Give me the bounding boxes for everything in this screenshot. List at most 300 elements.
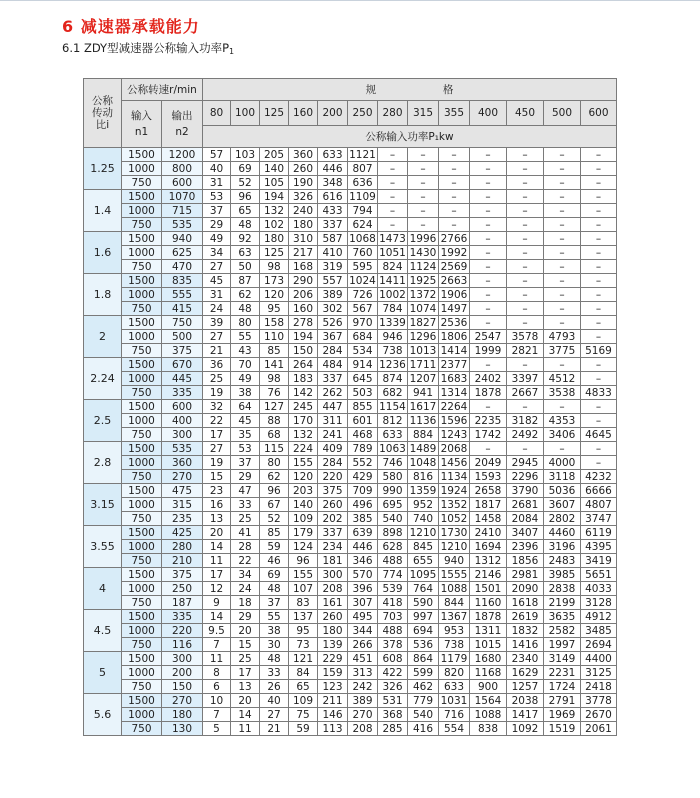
power-cell: 319 [318,260,348,274]
power-cell: 2146 [470,568,507,582]
output-speed-cell: 555 [162,288,203,302]
size-header: 400 [470,101,507,126]
power-cell: – [544,246,581,260]
power-cell: 914 [348,358,378,372]
input-speed-cell: 1000 [122,540,162,554]
output-speed-cell: 300 [162,652,203,666]
power-cell: 20 [203,526,231,540]
table-row [84,568,617,582]
power-cell: 2492 [507,428,544,442]
power-cell: – [581,260,617,274]
power-cell: – [507,246,544,260]
output-speed-cell: 300 [162,428,203,442]
power-cell: 20 [231,624,260,638]
table-row [84,162,617,176]
section-title: 6 减速器承载能力 [62,17,200,36]
power-cell: 3578 [507,330,544,344]
table-row [84,218,617,232]
power-cell: 2068 [439,442,470,456]
power-cell: 838 [470,722,507,736]
input-speed-cell: 1500 [122,316,162,330]
power-cell: 266 [348,638,378,652]
speed-header: 公称转速r/min [122,79,203,101]
power-cell: 496 [348,498,378,512]
power-cell: 208 [318,582,348,596]
power-cell: 378 [378,638,408,652]
power-cell: 4807 [581,498,617,512]
power-cell: 76 [260,386,289,400]
power-cell: 84 [289,666,318,680]
power-cell: 4833 [581,386,617,400]
power-cell: – [581,302,617,316]
power-cell: 313 [348,666,378,680]
power-cell: 2418 [581,680,617,694]
power-cell: 33 [231,498,260,512]
power-cell: – [581,148,617,162]
table-row [84,498,617,512]
power-cell: 14 [203,540,231,554]
power-cell: 161 [318,596,348,610]
power-cell: 5036 [544,484,581,498]
power-cell: 48 [260,582,289,596]
power-cell: – [544,442,581,456]
power-cell: 1088 [439,582,470,596]
power-cell: – [470,316,507,330]
power-cell: 107 [289,582,318,596]
power-cell: 2231 [544,666,581,680]
power-cell: 738 [439,638,470,652]
power-cell: 1618 [507,596,544,610]
ratio-cell: 2.5 [84,400,122,442]
input-speed-cell: 1000 [122,330,162,344]
power-cell: – [581,400,617,414]
power-cell: 2802 [544,512,581,526]
power-cell: 534 [348,344,378,358]
power-cell: – [544,190,581,204]
power-cell: 53 [231,442,260,456]
power-cell: 1024 [349,274,376,287]
table-row [84,386,617,400]
power-cell: 123 [318,680,348,694]
power-cell: 1359 [408,484,439,498]
power-cell: 1051 [379,246,406,259]
spec-header: 规 格 [203,79,617,101]
power-cell: 278 [289,316,318,330]
power-cell: 1048 [408,456,439,470]
input-speed-header [122,101,162,148]
power-cell: 83 [289,596,318,610]
power-cell: 5651 [581,568,617,582]
power-cell: – [507,274,544,288]
power-cell: 12 [203,582,231,596]
power-cell: 1179 [439,652,470,666]
power-cell: 10 [203,694,231,708]
power-cell: 587 [318,232,348,246]
power-cell: 105 [260,176,289,190]
power-cell: – [507,358,544,372]
power-cell: 24 [231,582,260,596]
table-row [84,400,617,414]
power-cell: 953 [439,624,470,638]
power-cell: 2396 [507,540,544,554]
power-cell: 2090 [507,582,544,596]
power-cell: 27 [203,260,231,274]
input-header-line: 输入 [131,110,152,122]
ratio-cell: 1.4 [84,190,122,232]
power-cell: – [581,218,617,232]
input-speed-cell: 1500 [122,694,162,708]
power-cell: 1827 [408,316,439,330]
power-cell: 946 [378,330,408,344]
power-cell: 1683 [439,372,470,386]
power-cell: 3407 [507,526,544,540]
table-row [84,666,617,680]
ratio-cell: 4.5 [84,610,122,652]
power-cell: 2264 [439,400,470,414]
power-cell: – [470,400,507,414]
power-cell: 1596 [439,414,470,428]
power-cell: 40 [260,694,289,708]
power-cell: 132 [260,204,289,218]
table-row [84,582,617,596]
input-speed-cell: 750 [122,470,162,484]
power-cell: 4912 [581,610,617,624]
power-cell: 940 [439,554,470,568]
power-cell: 2658 [470,484,507,498]
output-speed-cell: 270 [162,470,203,484]
power-cell: 173 [260,274,289,288]
power-cell: 3118 [544,470,581,484]
power-cell: 37 [203,204,231,218]
output-speed-cell: 625 [162,246,203,260]
power-cell: 1817 [470,498,507,512]
power-cell: – [470,204,507,218]
ratio-header-line: 传动 [92,107,113,119]
power-cell: 531 [378,694,408,708]
power-cell: 142 [289,386,318,400]
power-cell: 389 [348,694,378,708]
power-cell: 1497 [439,302,470,316]
power-cell: 451 [348,652,378,666]
power-cell: – [581,232,617,246]
power-cell: – [544,260,581,274]
power-cell: 45 [231,414,260,428]
power-cell: – [408,176,439,190]
output-speed-cell: 315 [162,498,203,512]
power-cell: 25 [203,372,231,386]
output-speed-cell: 425 [162,526,203,540]
output-speed-cell: 235 [162,512,203,526]
power-cell: 409 [318,442,348,456]
table-caption-text: 6.1 ZDY型减速器公称输入功率P [62,41,230,55]
power-cell: 65 [231,204,260,218]
power-cell: 35 [231,428,260,442]
power-cell: 884 [408,428,439,442]
power-cell: 52 [260,512,289,526]
power-cell: 2569 [439,260,470,274]
input-speed-cell: 750 [122,554,162,568]
power-cell: 3128 [581,596,617,610]
power-cell: – [470,190,507,204]
power-cell: 2838 [544,582,581,596]
output-speed-header [162,101,203,148]
power-cell: 194 [260,190,289,204]
power-cell: 132 [289,428,318,442]
power-cell: 738 [378,344,408,358]
power-cell: 844 [439,596,470,610]
input-speed-cell: 750 [122,176,162,190]
power-cell: 2547 [470,330,507,344]
power-cell: 1996 [408,232,439,246]
power-cell: 310 [289,232,318,246]
input-speed-cell: 1500 [122,610,162,624]
power-cell: 1068 [349,232,376,245]
ratio-cell: 2.8 [84,442,122,484]
power-cell: 703 [378,610,408,624]
power-cell: 601 [348,414,378,428]
input-speed-cell: 1000 [122,498,162,512]
power-cell: 3790 [507,484,544,498]
power-cell: 633 [318,148,348,162]
table-caption-subscript: 1 [229,47,235,56]
power-cell: – [470,288,507,302]
power-table-body [84,148,617,736]
power-cell: 11 [203,554,231,568]
power-cell: 19 [203,386,231,400]
output-speed-cell: 800 [162,162,203,176]
output-speed-cell: 670 [162,358,203,372]
power-cell: 68 [260,428,289,442]
power-cell: – [470,302,507,316]
power-cell: 429 [348,470,378,484]
power-cell: – [439,162,470,176]
power-cell: 14 [203,610,231,624]
power-cell: 1969 [544,708,581,722]
table-row [84,554,617,568]
power-cell: – [378,162,408,176]
power-cell: 31 [203,288,231,302]
power-cell: 599 [408,666,439,680]
size-header: 315 [408,101,439,126]
output-speed-cell: 130 [162,722,203,736]
power-cell: 716 [439,708,470,722]
power-cell: 760 [348,246,378,260]
output-speed-cell: 750 [162,316,203,330]
power-cell: 526 [318,316,348,330]
table-row [84,694,617,708]
power-cell: 181 [318,554,348,568]
power-cell: 633 [378,428,408,442]
power-cell: 11 [203,652,231,666]
power-cell: 2582 [544,624,581,638]
power-cell: 2402 [470,372,507,386]
ratio-header [84,79,122,148]
input-speed-cell: 1500 [122,568,162,582]
power-cell: 952 [408,498,439,512]
power-cell: 125 [260,246,289,260]
power-cell: – [439,218,470,232]
power-cell: 115 [260,442,289,456]
input-speed-cell: 750 [122,638,162,652]
power-cell: – [507,162,544,176]
input-speed-cell: 1500 [122,526,162,540]
table-row [84,148,617,162]
output-speed-cell: 150 [162,680,203,694]
power-cell: 1160 [470,596,507,610]
power-cell: 1367 [439,610,470,624]
power-cell: 807 [348,162,378,176]
power-cell: 155 [289,456,318,470]
input-speed-cell: 750 [122,386,162,400]
power-cell: 52 [231,176,260,190]
power-cell: 1501 [470,582,507,596]
power-cell: – [470,274,507,288]
size-header: 160 [289,101,318,126]
power-cell: 3607 [544,498,581,512]
power-cell: 43 [231,344,260,358]
power-cell: 633 [439,680,470,694]
power-cell: 290 [289,274,318,288]
power-cell: 63 [231,246,260,260]
power-cell: 488 [378,554,408,568]
input-speed-cell: 1500 [122,400,162,414]
power-cell: 3485 [581,624,617,638]
size-header: 280 [378,101,408,126]
output-speed-cell: 360 [162,456,203,470]
power-cell: 1629 [507,666,544,680]
power-cell: 1015 [470,638,507,652]
power-cell: 67 [260,498,289,512]
power-cell: 1210 [408,526,439,540]
ratio-header-line: 比i [95,119,110,131]
power-cell: 1168 [470,666,507,680]
power-cell: 205 [260,148,289,162]
power-cell: 337 [318,372,348,386]
power-cell: 92 [231,232,260,246]
input-speed-cell: 750 [122,512,162,526]
power-cell: 812 [378,414,408,428]
output-speed-cell: 415 [162,302,203,316]
power-cell: 15 [203,470,231,484]
power-cell: 898 [378,526,408,540]
output-speed-cell: 940 [162,232,203,246]
power-cell: 48 [260,652,289,666]
power-cell: 7 [203,638,231,652]
power-cell: 55 [260,610,289,624]
power-cell: 1878 [470,386,507,400]
power-cell: 4512 [544,372,581,386]
power-cell: 855 [348,400,378,414]
ratio-cell: 3.15 [84,484,122,526]
power-cell: 13 [231,680,260,694]
power-cell: 1806 [439,330,470,344]
power-cell: 422 [378,666,408,680]
power-cell: 241 [318,428,348,442]
table-row [84,456,617,470]
power-cell: 360 [289,148,318,162]
power-cell: 27 [203,442,231,456]
power-cell: 16 [203,498,231,512]
power-cell: – [408,162,439,176]
power-cell: 140 [289,498,318,512]
power-cell: 554 [439,722,470,736]
power-cell: 37 [231,456,260,470]
power-cell: 29 [231,610,260,624]
power-cell: 1312 [470,554,507,568]
power-cell: 2981 [507,568,544,582]
power-cell: 1236 [379,358,406,371]
power-cell: 774 [378,568,408,582]
input-speed-cell: 1000 [122,708,162,722]
power-cell: 1414 [439,344,470,358]
power-cell: 1832 [507,624,544,638]
power-cell: 636 [348,176,378,190]
power-cell: 396 [348,582,378,596]
power-cell: 22 [203,414,231,428]
output-speed-cell: 200 [162,666,203,680]
power-cell: 2619 [507,610,544,624]
power-cell: 160 [289,302,318,316]
power-cell: 240 [289,204,318,218]
power-cell: – [544,302,581,316]
power-cell: – [507,302,544,316]
power-cell: 262 [318,386,348,400]
input-speed-cell: 1500 [122,484,162,498]
power-cell: 816 [408,470,439,484]
power-cell: 62 [260,470,289,484]
power-cell: 410 [318,246,348,260]
power-cell: 7 [203,708,231,722]
table-row [84,190,617,204]
power-cell: – [439,148,470,162]
power-cell: 346 [348,554,378,568]
power-cell: 75 [289,708,318,722]
power-cell: – [378,218,408,232]
power-cell: 1074 [408,302,439,316]
power-cell: 416 [408,722,439,736]
power-cell: – [408,218,439,232]
power-cell: – [581,162,617,176]
size-header: 125 [260,101,289,126]
table-row [84,442,617,456]
power-cell: 224 [289,442,318,456]
power-cell: 1411 [379,274,406,287]
output-speed-cell: 400 [162,414,203,428]
power-cell: 46 [260,554,289,568]
input-speed-cell: 750 [122,218,162,232]
power-cell: 1134 [439,470,470,484]
power-cell: 1352 [439,498,470,512]
power-cell: – [507,190,544,204]
power-cell: – [439,176,470,190]
power-cell: 260 [318,610,348,624]
power-cell: 194 [289,330,318,344]
table-row [84,274,617,288]
power-cell: 270 [348,708,378,722]
power-cell: 1730 [439,526,470,540]
power-cell: 6119 [581,526,617,540]
power-cell: 1109 [349,190,376,203]
power-cell: – [378,176,408,190]
power-cell: – [507,260,544,274]
power-cell: 120 [260,288,289,302]
power-cell: 375 [318,484,348,498]
power-cell: – [378,204,408,218]
table-row [84,652,617,666]
output-speed-cell: 250 [162,582,203,596]
power-cell: 628 [378,540,408,554]
power-cell: 98 [260,260,289,274]
